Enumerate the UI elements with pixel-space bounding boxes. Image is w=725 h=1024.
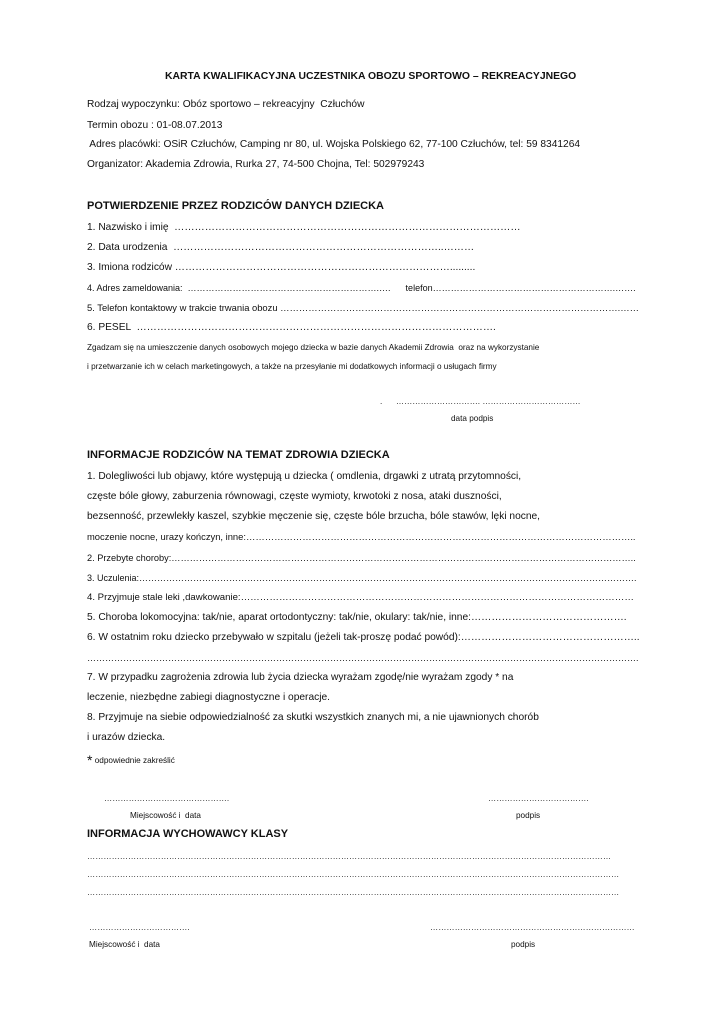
place-date-line[interactable]: ………………………………. [89,923,190,932]
field-contact-phone[interactable]: 5. Telefon kontaktowy w trakcie trwania obozu ……………………………………………………………………………………………….…… [87,302,640,313]
field-hospital-stay-cont[interactable]: …………………………………………………………………………………………………………………………………………………………………. [87,653,639,663]
teacher-info-line-2[interactable]: …………………………………………………………………………………………………………………………………………………………………………… [87,870,620,879]
section-health-heading: INFORMACJE RODZICÓW NA TEMAT ZDROWIA DZIECKA [87,449,390,461]
field-medications[interactable]: 4. Przyjmuje stale leki ,dawkowanie:…………………………………………………………………………………………………………… [87,592,634,603]
field-birth-date[interactable]: 2. Data urodzenia ……………………………………………………………………..……… [87,242,475,253]
field-motion-sickness[interactable]: 5. Choroba lokomocyjna: tak/nie, aparat ortodontyczny: tak/nie, okulary: tak/nie, inne:………………………………………. [87,612,627,623]
signature-line[interactable]: ………………………………………………………………… [430,923,635,932]
place-date-label: Miejscowość i data [89,940,160,949]
camp-term-line: Termin obozu : 01-08.07.2013 [87,120,223,131]
field-name[interactable]: 1. Nazwisko i imię ………………………………………………………………………………………… [87,222,521,233]
asterisk-mark: * [87,752,93,768]
signature-label: podpis [516,811,541,820]
signature-label: data podpis [451,414,494,423]
signature-label: podpis [511,940,536,949]
responsibility-line-1: 8. Przyjmuje na siebie odpowiedzialność za skutki wszystkich znanych mi, a nie ujawnionych chorób [87,712,539,723]
place-date-label: Miejscowość i data [130,811,201,820]
signature-line[interactable]: ………………………………. [488,794,589,803]
section-parent-data-heading: POTWIERDZENIE PRZEZ RODZICÓW DANYCH DZIECKA [87,200,384,212]
health-line-1: 1. Dolegliwości lub objawy, które występują u dziecka ( omdlenia, drgawki z utratą przytomności, [87,471,522,482]
teacher-info-line-1[interactable]: ………………………………………………………………………………………………………………………………………………………………………… [87,852,611,861]
field-past-diseases[interactable]: 2. Przebyte choroby:…………………………………………………………………………………………………………………………………….. [87,553,636,563]
responsibility-line-2: i urazów dziecka. [87,732,166,743]
field-hospital-stay[interactable]: 6. W ostatnim roku dziecko przebywało w szpitalu (jeżeli tak-proszę podać powód):…………………………………………….. [87,632,640,643]
teacher-info-line-3[interactable]: …………………………………………………………………………………………………………………………………………………………………………… [87,888,620,897]
footnote-text: odpowiednie zakreślić [92,756,175,765]
place-date-line[interactable]: ………………………………………. [104,794,230,803]
camp-address-line: Adres placówki: OSiR Człuchów, Camping nr 80, ul. Wojska Polskiego 62, 77-100 Człuchów, tel: 59 8341264 [87,139,581,150]
page-title: KARTA KWALIFIKACYJNA UCZESTNIKA OBOZU SPORTOWO – REKREACYJNEGO [165,71,577,82]
field-parent-names[interactable]: 3. Imiona rodziców ………………………………………………………………………......... [87,262,476,273]
consent-text-line-2: i przetwarzanie ich w celach marketingowych, a także na przesyłanie mi dodatkowych informacji o usługach firmy [87,362,497,371]
health-line-2: częste bóle głowy, zaburzenia równowagi, częste wymioty, krwotoki z nosa, ataki duszności, [87,491,502,502]
signature-line[interactable]: . …………………………. ……………………………… [380,397,581,406]
consent-treatment-line-1: 7. W przypadku zagrożenia zdrowia lub życia dziecka wyrażam zgodę/nie wyrażam zgody * na [87,672,514,683]
organizer-line: Organizator: Akademia Zdrowia, Rurka 27, 74-500 Chojna, Tel: 502979243 [87,159,425,170]
consent-treatment-line-2: leczenie, niezbędne zabiegi diagnostyczne i operacje. [87,692,330,703]
consent-text-line-1: Zgadzam się na umieszczenie danych osobowych mojego dziecka w bazie danych Akademii Zdrowia oraz na wykorzystanie [87,343,540,352]
field-address-phone[interactable]: 4. Adres zameldowania: ……………………………………………………….…. telefon…………………………………………………….……. [87,283,636,293]
camp-type-line: Rodzaj wypoczynku: Obóz sportowo – rekreacyjny Człuchów [87,99,365,110]
section-teacher-heading: INFORMACJA WYCHOWAWCY KLASY [87,828,289,840]
field-pesel[interactable]: 6. PESEL ……………………………………………………………………………………………. [87,322,496,333]
footnote [87,754,175,767]
field-symptoms-other[interactable]: moczenie nocne, urazy kończyn, inne:…………………………………………………………………………………………………………….. [87,531,636,542]
field-allergies[interactable]: 3. Uczulenia:…………………………………………………………………………………………………………………………………………………. [87,573,637,583]
health-line-3: bezsenność, przewlekły kaszel, szybkie męczenie się, częste bóle brzucha, bóle stawów, lęki nocne, [87,511,540,522]
